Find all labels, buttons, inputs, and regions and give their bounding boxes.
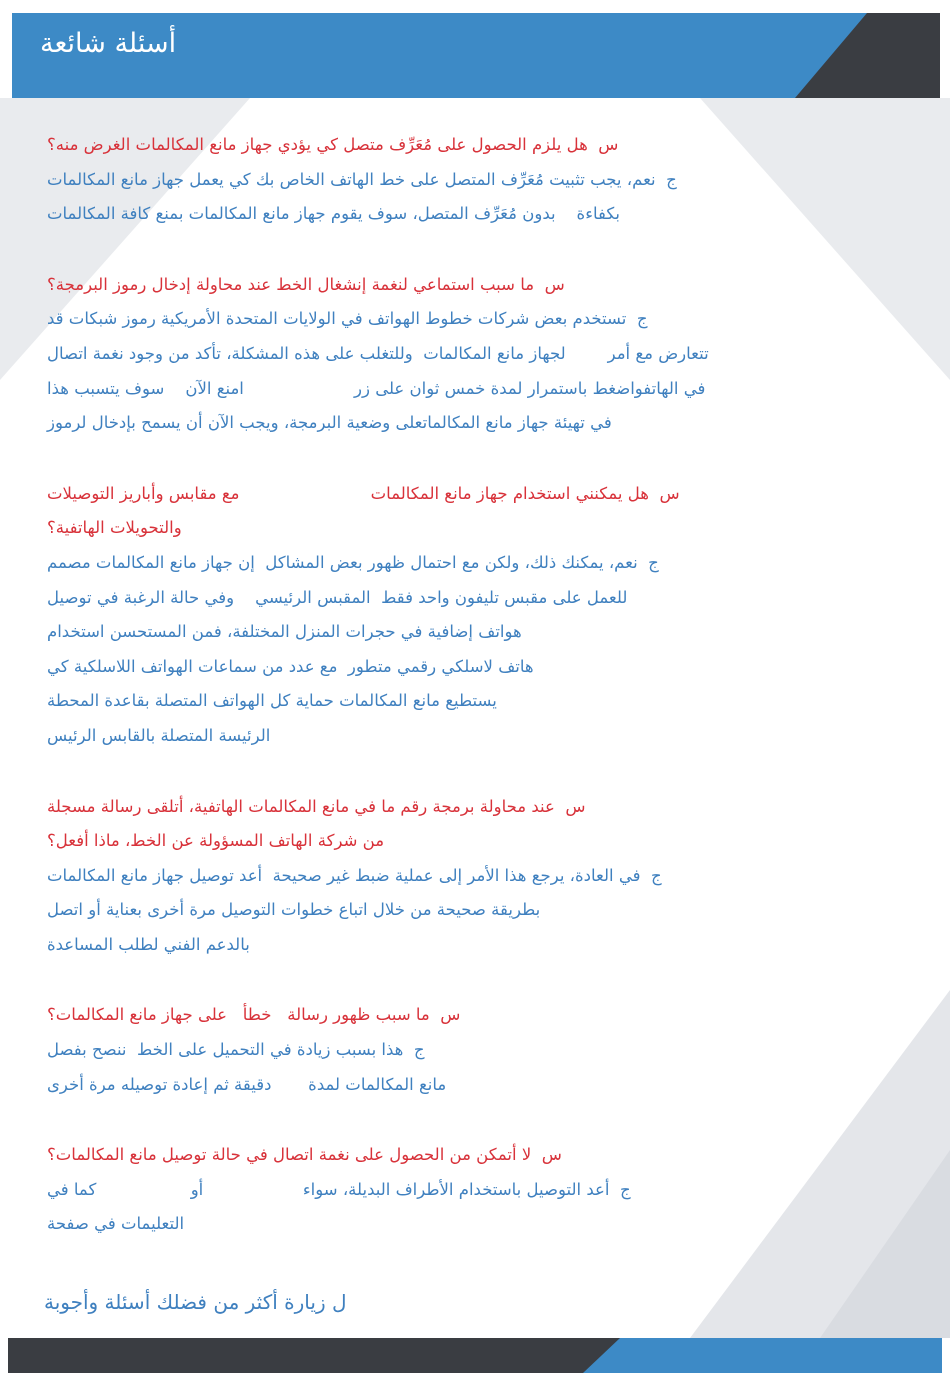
faq-item — [47, 790, 917, 963]
question-line: س ما سبب ظهور رسالة خطأ على جهاز مانع المكالمات؟ — [47, 1005, 461, 1025]
answer-line: بكفاءة بدون مُعَرِّف المتصل، سوف يقوم جهاز مانع المكالمات بمنع كافة المكالمات — [47, 204, 621, 224]
answer-line: ج هذا بسبب زيادة في التحميل على الخط ننصح بفصل — [47, 1040, 425, 1060]
faq-item — [47, 128, 917, 232]
question-line: س هل يلزم الحصول على مُعَرِّف متصل كي يؤدي جهاز مانع المكالمات الغرض منه؟ — [47, 135, 619, 154]
answer-line: ج نعم، يمكنك ذلك، ولكن مع احتمال ظهور بعض المشاكل إن جهاز مانع المكالمات مصمم — [47, 552, 659, 572]
answer-line: ج نعم، يجب تثبيت مُعَرِّف المتصل على خط الهاتف الخاص بك كي يعمل جهاز مانع المكالمات — [47, 169, 677, 189]
footer-bar — [8, 1338, 942, 1373]
more-faq-link[interactable]: ل زيارة أكثر من فضلك أسئلة وأجوبة — [44, 1290, 347, 1314]
faq-item — [47, 477, 917, 754]
answer-line: في تهيئة جهاز مانع المكالماتعلى وضعية البرمجة، ويجب الآن أن يسمح بإدخال لرموز — [47, 413, 612, 433]
question-line: س هل يمكنني استخدام جهاز مانع المكالمات مع مقابس وأباريز التوصيلات — [47, 483, 680, 503]
answer-line: ج تستخدم بعض شركات خطوط الهواتف في الولايات المتحدة الأمريكية رموز شبكات قد — [47, 309, 648, 329]
faq-item — [47, 998, 917, 1102]
answer-line: الرئيسة المتصلة بالقابس الرئيس — [47, 725, 271, 745]
question-line: س لا أتمكن من الحصول على نغمة اتصال في حالة توصيل مانع المكالمات؟ — [47, 1145, 562, 1165]
faq-item — [47, 1138, 917, 1242]
question-line: من شركة الهاتف المسؤولة عن الخط، ماذا أفعل؟ — [47, 831, 385, 851]
answer-line: تتعارض مع أمر لجهاز مانع المكالمات وللتغلب على هذه المشكلة، تأكد من وجود نغمة اتصال — [47, 343, 709, 363]
answer-line: ج في العادة، يرجع هذا الأمر إلى عملية ضبط غير صحيحة أعد توصيل جهاز مانع المكالمات — [47, 865, 662, 885]
answer-line: مانع المكالمات لمدة دقيقة ثم إعادة توصيله مرة أخرى — [47, 1074, 447, 1094]
question-line: س ما سبب استماعي لنغمة إنشغال الخط عند محاولة إدخال رموز البرمجة؟ — [47, 274, 565, 294]
answer-line: التعليمات في صفحة — [47, 1214, 185, 1234]
question-line: والتحويلات الهاتفية؟ — [47, 518, 182, 538]
question-line: س عند محاولة برمجة رقم ما في مانع المكالمات الهاتفية، أتلقى رسالة مسجلة — [47, 796, 586, 816]
faq-item — [47, 268, 917, 441]
answer-line: ج أعد التوصيل باستخدام الأطراف البديلة، سواء أو كما في — [47, 1179, 631, 1199]
page-title: أسئلة شائعة — [40, 28, 177, 59]
answer-line: بالدعم الفني لطلب المساعدة — [47, 934, 250, 954]
faq-list — [47, 128, 917, 1278]
answer-line: في الهاتفواضغط باستمرار لمدة خمس ثوان على زر امنع الآن سوف يتسبب هذا — [47, 378, 706, 398]
answer-line: هواتف إضافية في حجرات المنزل المختلفة، فمن المستحسن استخدام — [47, 622, 522, 642]
answer-line: يستطيع مانع المكالمات حماية كل الهواتف المتصلة بقاعدة المحطة — [47, 691, 497, 711]
answer-line: بطريقة صحيحة من خلال اتباع خطوات التوصيل مرة أخرى بعناية أو اتصل — [47, 900, 541, 920]
answer-line: للعمل على مقبس تليفون واحد فقط المقبس الرئيسي وفي حالة الرغبة في توصيل — [47, 587, 628, 607]
answer-line: هاتف لاسلكي رقمي متطور مع عدد من سماعات الهواتف اللاسلكية كي — [47, 656, 539, 676]
